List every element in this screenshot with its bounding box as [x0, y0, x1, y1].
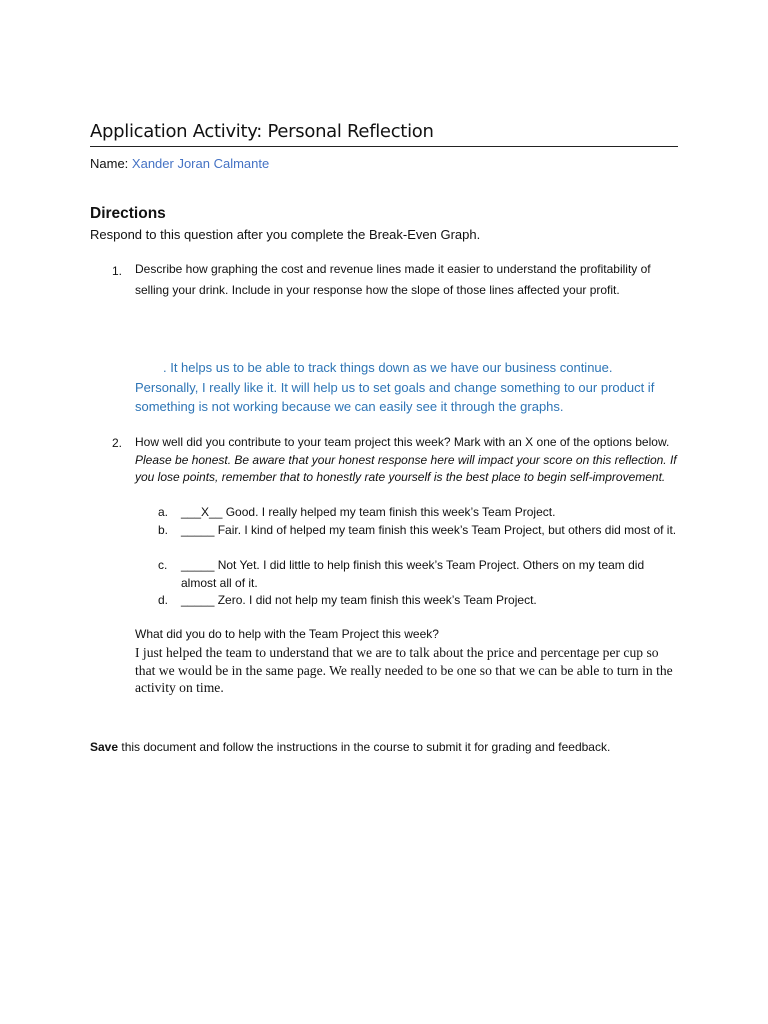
footer-text: this document and follow the instructions in the course to submit it for grading and feedback. — [118, 740, 611, 754]
option-d-letter: d. — [158, 593, 169, 607]
name-value: Xander Joran Calmante — [131, 156, 270, 171]
option-c-text: _____ Not Yet. I did little to help finish this week’s Team Project. Others on my team did almost all of it. — [181, 558, 645, 590]
option-c-letter: c. — [158, 558, 168, 572]
name-line — [90, 155, 269, 173]
directions-heading: Directions — [90, 205, 166, 222]
question-1-answer-text: . It helps us to be able to track things down as we have our business continue. Personally, I really like it. It will help us to set goals and change something to our product if something is not working because we can easily see it through the graphs. — [135, 360, 655, 414]
option-a-letter: a. — [158, 505, 169, 519]
option-b-text: _____ Fair. I kind of helped my team finish this week’s Team Project, but others did most of it. — [181, 523, 677, 537]
followup-answer: I just helped the team to understand that we are to talk about the price and percentage per cup so that we would be in the same page. We really needed to be one so that we can be able to turn in the activity on time. — [135, 645, 673, 696]
followup-question: What did you do to help with the Team Project this week? — [135, 627, 439, 641]
name-label: Name: — [90, 156, 129, 171]
question-1-number: 1. — [112, 264, 123, 278]
question-1-text: Describe how graphing the cost and revenue lines made it easier to understand the profitability of selling your drink. Include in your response how the slope of those lines affected your profit. — [135, 262, 651, 297]
question-2-number: 2. — [112, 436, 123, 450]
question-2-text — [135, 434, 683, 487]
page-title: Application Activity: Personal Reflection — [90, 120, 678, 147]
option-b-letter: b. — [158, 523, 169, 537]
option-d-text: _____ Zero. I did not help my team finish this week’s Team Project. — [181, 593, 537, 607]
directions-text: Respond to this question after you complete the Break-Even Graph. — [90, 227, 481, 242]
option-a-text: ___X__ Good. I really helped my team finish this week’s Team Project. — [181, 505, 556, 519]
question-1-answer — [135, 358, 675, 417]
question-2-honesty-note: Please be honest. Be aware that your honest response here will impact your score on this reflection. If you lose points, remember that to honestly rate yourself is the best place to begin self-improvement. — [135, 452, 677, 484]
footer-instructions — [90, 739, 610, 756]
footer-save-label: Save — [90, 740, 119, 754]
question-2-prompt: How well did you contribute to your team project this week? Mark with an X one of the options below. — [135, 435, 670, 449]
